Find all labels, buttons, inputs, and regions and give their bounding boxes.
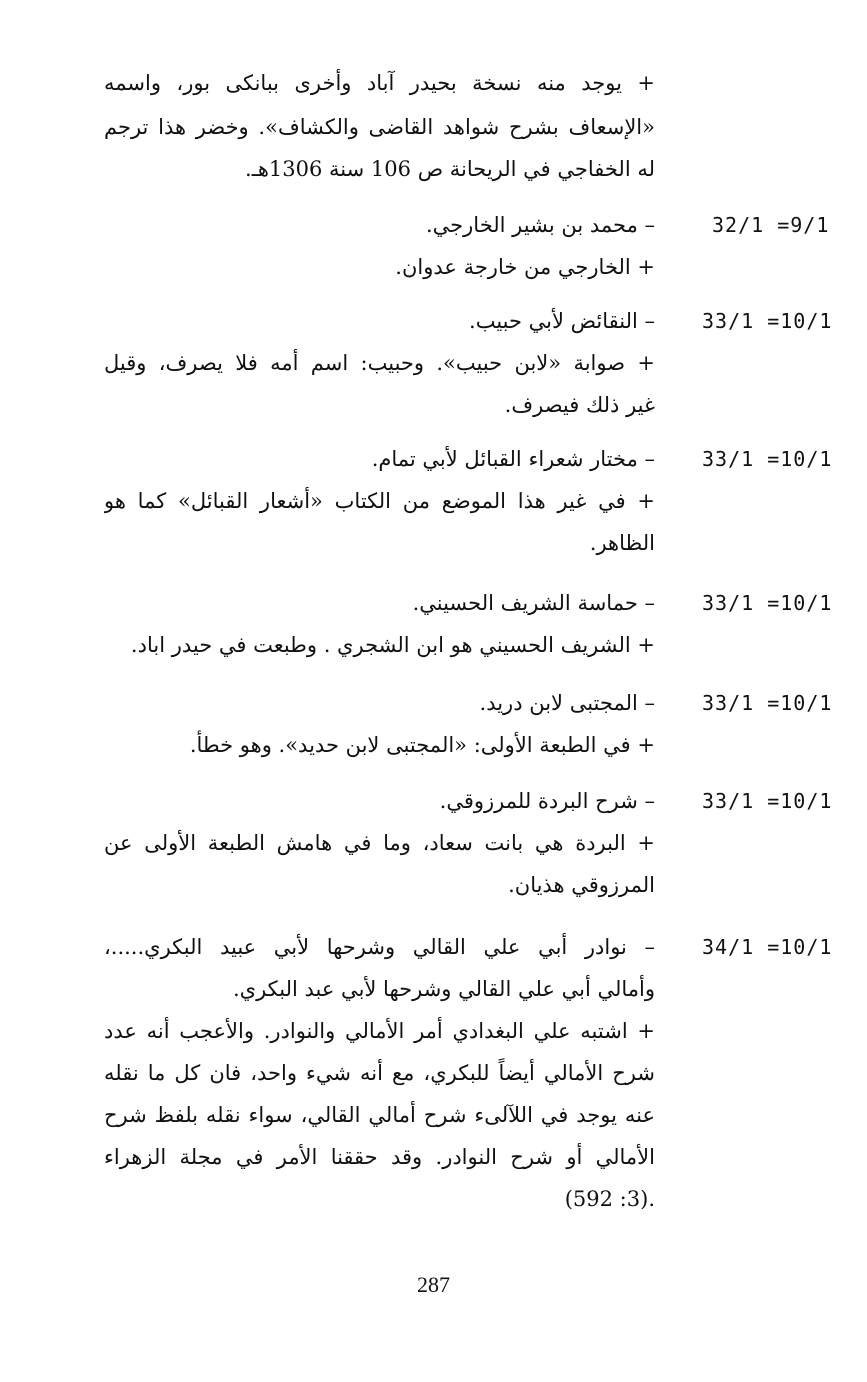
- entry-reference: 33/1 =10/1: [702, 309, 833, 333]
- entry-reference: 33/1 =10/1: [702, 447, 833, 471]
- intro-line: + يوجد منه نسخة بحيدر آباد وأخرى ببانكى بور، واسمه: [104, 71, 655, 95]
- entry-reference: 33/1 =10/1: [702, 789, 833, 813]
- intro-line: له الخفاجي في الريحانة ص 106 سنة 1306هـ.: [245, 157, 655, 181]
- entry-note-line: .(3: 592): [564, 1187, 655, 1211]
- entry-title-line: – مختار شعراء القبائل لأبي تمام.: [371, 447, 655, 471]
- entry-note-line: + في غير هذا الموضع من الكتاب «أشعار القبائل» كما هو: [104, 489, 655, 513]
- entry-title-line: – النقائض لأبي حبيب.: [469, 309, 655, 333]
- entry-note-line: + البردة هي بانت سعاد، وما في هامش الطبعة الأولى عن: [104, 831, 655, 855]
- entry-note-line: + الخارجي من خارجة عدوان.: [395, 255, 655, 279]
- entry-note-line: الأمالي أو شرح النوادر. وقد حققنا الأمر في مجلة الزهراء: [104, 1145, 655, 1169]
- entry-reference: 33/1 =10/1: [702, 591, 833, 615]
- entry-title-line: – نوادر أبي علي القالي وشرحها لأبي عبيد البكري.....،: [104, 935, 655, 959]
- entry-note-line: + الشريف الحسيني هو ابن الشجري . وطبعت في حيدر اباد.: [130, 633, 655, 657]
- intro-line: «الإسعاف بشرح شواهد القاضى والكشاف». وخضر هذا ترجم: [104, 115, 655, 139]
- entry-reference: 33/1 =10/1: [702, 691, 833, 715]
- entry-note-line: غير ذلك فيصرف.: [504, 393, 655, 417]
- entry-reference: 34/1 =10/1: [702, 935, 833, 959]
- entry-title-line: – محمد بن بشير الخارجي.: [426, 213, 655, 237]
- entry-title-line: وأمالي أبي علي القالي وشرحها لأبي عبد البكري.: [232, 977, 655, 1001]
- entry-note-line: + في الطبعة الأولى: «المجتبى لابن حديد». وهو خطأ.: [189, 733, 655, 757]
- entry-note-line: عنه يوجد في اللآلىء شرح أمالي القالي، سواء نقله بلفظ شرح: [104, 1103, 655, 1127]
- entry-note-line: الظاهر.: [589, 531, 655, 555]
- entry-note-line: + اشتبه علي البغدادي أمر الأمالي والنوادر. والأعجب أنه عدد: [104, 1019, 655, 1043]
- entry-note-line: شرح الأمالي أيضاً للبكري، مع أنه شيء واحد، فان كل ما نقله: [104, 1061, 655, 1085]
- entry-title-line: – المجتبى لابن دريد.: [479, 691, 655, 715]
- entry-note-line: المرزوقي هذيان.: [508, 873, 655, 897]
- entry-title-line: – حماسة الشريف الحسيني.: [412, 591, 655, 615]
- entry-title-line: – شرح البردة للمرزوقي.: [439, 789, 655, 813]
- entry-note-line: + صوابة «لابن حبيب». وحبيب: اسم أمه فلا يصرف، وقيل: [104, 351, 655, 375]
- page-number: 287: [417, 1272, 450, 1297]
- entry-reference: 32/1 =9/1: [712, 213, 830, 237]
